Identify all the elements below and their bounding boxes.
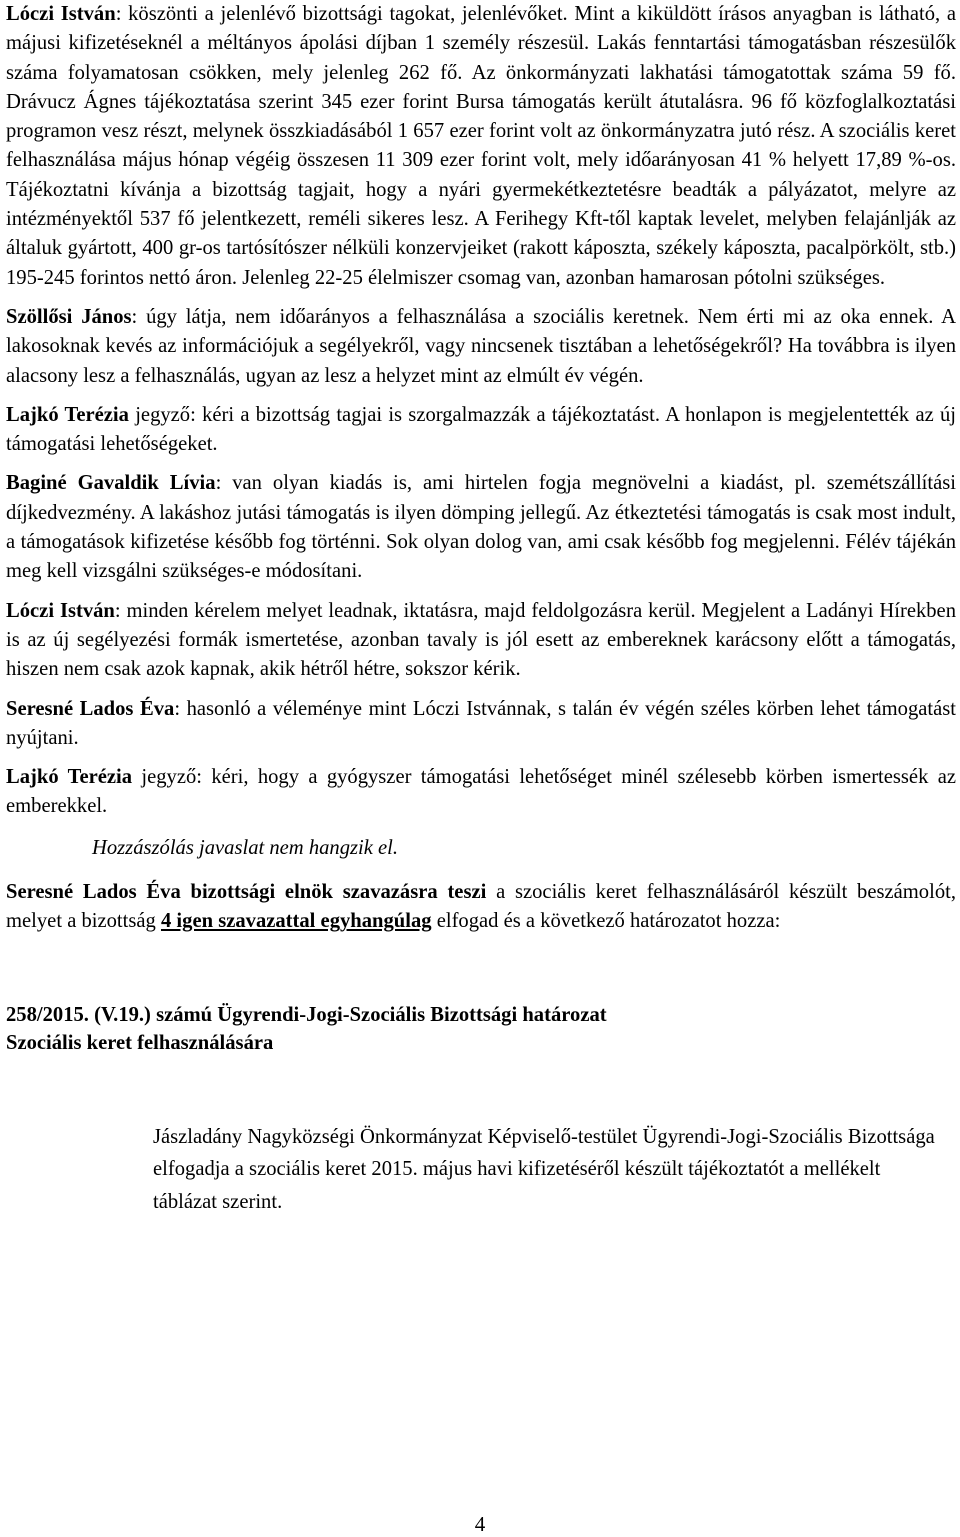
paragraph-lóczi-1 — [6, 0, 956, 293]
speaker-name: Lóczi István — [6, 3, 116, 25]
vote-result: 4 igen szavazattal egyhangúlag — [160, 910, 432, 933]
no-comment-note: Hozzászólás javaslat nem hangzik el. — [92, 836, 399, 859]
paragraph-text: : van olyan kiadás is, ami hirtelen fogja megnövelni a kiadást, pl. szemétszállítási díjkedvezmény. A lakáshoz jutási támogatás is ilyen dömping jellegű. Az étkeztetési támogatás is csak most indult, a támogatások kifizetése később fog történni. Sok olyan dolog van, ami csak később fog megjelenni. Félév tájékán meg kell vizsgálni szükséges-e módosítani. — [6, 472, 956, 583]
paragraph-text: jegyző: kéri a bizottság tagjai is szorgalmazzák a tájékoztatást. A honlapon is megjelentették az új támogatási lehetőségeket. — [6, 403, 956, 456]
vote-text-after: elfogad és a következő határozatot hozza: — [431, 910, 781, 933]
paragraph-lóczi-2 — [6, 597, 956, 685]
paragraph-text: : köszönti a jelenlévő bizottsági tagokat, jelenlévőket. Mint a kiküldött írásos anyagban is látható, a májusi kifizetéseknél a méltányos ápolási díjban 1 személy részesül. Lakás fenntartási támogatásban részesülők száma folyamatosan csökken, mely jelenleg 262 fő. Az önkormányzati lakhatási támogatottak száma 59 fő. Drávucz Ágnes tájékoztatása szerint 345 ezer forint Bursa támogatás került átutalásra. 96 fő közfoglalkoztatási programon vesz részt, melynek összkiadásából 1 657 ezer forint volt az önkormányzatra jutó rész. A szociális keret felhasználása május hónap végéig összesen 11 309 ezer forint volt, mely időarányosan 41 % helyett 17,89 %-os. Tájékoztatni kívánja a bizottság tagjait, hogy a nyári gyermekétkeztetésre beadták a pályázatot, melyre az intézményektől 537 fő jelentkezett, reméli sikeres lesz. A Ferihegy Kft-től kaptak levelet, melyben felajánlják az általuk gyártott, 400 gr-os tartósítószer nélküli konzervjeiket (rakott káposzta, székely káposzta, pacalpörkölt, stb.) 195-245 forintos nettó áron. Jelenleg 22-25 élelmiszer csomag van, azonban hamarosan pótolni szükséges. — [6, 3, 956, 289]
paragraph-lajko-2 — [6, 763, 956, 822]
paragraph-lajko-1 — [6, 401, 956, 460]
speaker-name: Lóczi István — [6, 599, 115, 622]
paragraph-text: : úgy látja, nem időarányos a felhasználása a szociális keretnek. Nem érti mi az oka ennek. A lakosoknak kevés az információjuk a segélyekről, vagy nincsenek tisztában a lehetőségekről? Ha továbbra is ilyen alacsony lesz a felhasználás, ugyan az lesz a helyzet mint az elmúlt év végén. — [6, 305, 956, 387]
resolution-subject: Szociális keret felhasználására — [6, 1031, 274, 1054]
resolution-body: Jászladány Nagyközségi Önkormányzat Képviselő-testület Ügyrendi-Jogi-Szociális Bizottsága elfogadja a szociális keret 2015. május havi kifizetéséről készült tájékoztatót a mellékelt táblázat szerint. — [153, 1125, 935, 1213]
speaker-name: Lajkó Terézia — [6, 403, 129, 426]
vote-text-before: a szociális keret felhasználásáról készült beszámolót, melyet a bizottság — [6, 881, 956, 933]
speaker-name: Lajkó Terézia — [6, 766, 133, 789]
page-number: 4 — [474, 1512, 486, 1536]
document-page — [6, 0, 956, 1218]
resolution-heading — [6, 1001, 956, 1057]
paragraph-text: : minden kérelem melyet leadnak, iktatásra, majd feldolgozásra kerül. Megjelent a Ladányi Hírekben is az új segélyezési formák ismertetése, azonban tavaly is jól esett az embereknek karácsony előtt a támogatás, hiszen nem csak azok kapnak, akik hétről hétre, sokszor kérik. — [6, 599, 956, 681]
speaker-name: Baginé Gavaldik Lívia — [6, 472, 216, 495]
vote-paragraph — [6, 878, 956, 937]
speaker-name: Seresné Lados Éva — [6, 697, 175, 720]
resolution-number: 258/2015. (V.19.) számú Ügyrendi-Jogi-Szociális Bizottsági határozat — [6, 1003, 607, 1026]
speaker-name: Szöllősi János — [6, 305, 132, 328]
paragraph-bagine — [6, 469, 956, 586]
vote-lead: Seresné Lados Éva bizottsági elnök szavazásra teszi — [6, 881, 487, 904]
paragraph-text: jegyző: kéri, hogy a gyógyszer támogatási lehetőséget minél szélesebb körben ismertessék az emberekkel. — [6, 766, 956, 818]
paragraph-seresne — [6, 695, 956, 754]
paragraph-text: : hasonló a véleménye mint Lóczi Istvánnak, s talán év végén széles körben lehet támogatást nyújtani. — [6, 697, 956, 749]
paragraph-szollosi — [6, 303, 956, 391]
